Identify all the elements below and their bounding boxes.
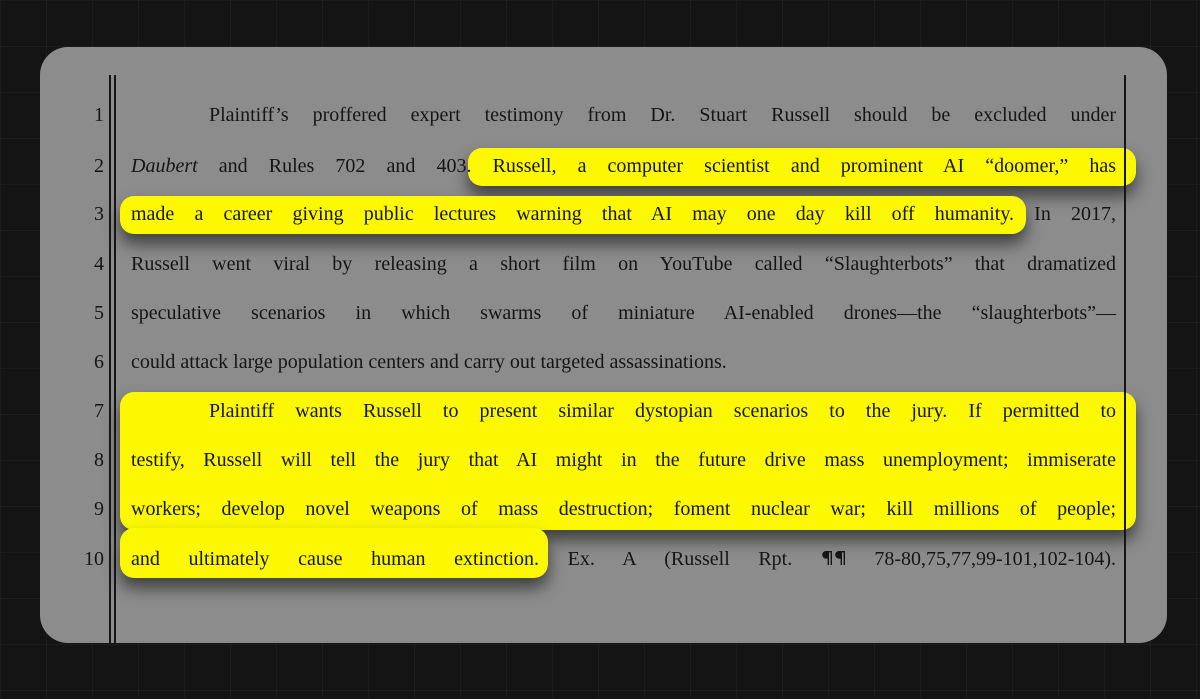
- line-number: 7: [94, 400, 104, 422]
- line-number: 10: [84, 548, 104, 570]
- text-line-1: [131, 93, 1116, 137]
- text-line-6: [131, 340, 1116, 384]
- highlighted-text: testify, Russell will tell the jury that AI might in the future drive mass unemployment; immiserate: [131, 449, 1116, 471]
- line-number: 4: [94, 253, 104, 275]
- text-line-3: [131, 192, 1116, 236]
- left-margin-rule-inner: [114, 75, 116, 643]
- text-line-8: [131, 438, 1116, 482]
- pilcrow-icon: [821, 548, 846, 570]
- text-line-10: [131, 537, 1116, 581]
- line-text: could attack large population centers and carry out targeted assassinations.: [131, 351, 727, 373]
- text-line-2: [131, 144, 1116, 188]
- line-text: Russell went viral by releasing a short film on YouTube called “Slaughterbots” that dramatized: [131, 253, 1116, 275]
- line-number: 9: [94, 498, 104, 520]
- right-margin-rule: [1124, 75, 1126, 643]
- text-line-5: [131, 291, 1116, 335]
- highlighted-text: Plaintiff wants Russell to present similar dystopian scenarios to the jury. If permitted to: [209, 400, 1116, 422]
- text-line-9: [131, 487, 1116, 531]
- text-line-4: [131, 242, 1116, 286]
- line-text: Plaintiff’s proffered expert testimony from Dr. Stuart Russell should be excluded under: [209, 104, 1116, 126]
- case-name: Daubert: [131, 155, 198, 177]
- text-line-7: [131, 389, 1116, 433]
- left-margin-rule: [109, 75, 111, 643]
- line-text: speculative scenarios in which swarms of miniature AI-enabled drones—the “slaughterbots”—: [131, 302, 1116, 324]
- highlighted-text: Russell, a computer scientist and prominent AI “doomer,” has: [471, 155, 1117, 177]
- line-number: 5: [94, 302, 104, 324]
- line-text: and Rules 702 and 403.: [197, 155, 472, 177]
- highlighted-text: workers; develop novel weapons of mass destruction; foment nuclear war; kill millions of people;: [131, 498, 1116, 520]
- line-number: 2: [94, 155, 104, 177]
- line-number: 8: [94, 449, 104, 471]
- citation-text: Ex. A (Russell Rpt.: [539, 548, 821, 570]
- document-page: [40, 47, 1167, 643]
- line-number: 6: [94, 351, 104, 373]
- highlighted-text: made a career giving public lectures warning that AI may one day kill off humanity.: [131, 203, 1015, 225]
- citation-pages: 78-80,75,77,99-101,102-104).: [845, 548, 1117, 570]
- highlighted-text: and ultimately cause human extinction.: [131, 548, 540, 570]
- line-number: 3: [94, 203, 104, 225]
- line-text: In 2017,: [1014, 203, 1116, 225]
- line-number: 1: [94, 104, 104, 126]
